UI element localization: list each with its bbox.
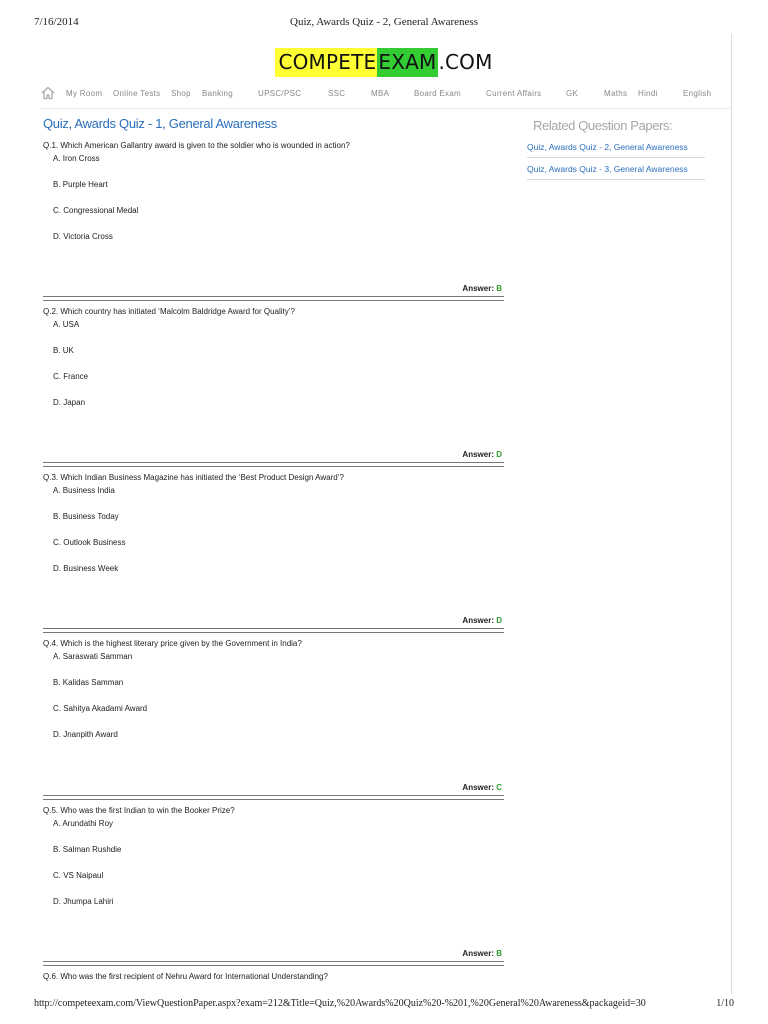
answer-option: B. UK <box>53 346 74 355</box>
answer-option: C. Congressional Medal <box>53 206 139 215</box>
answer-option: A. USA <box>53 320 80 329</box>
answer-label: Answer: <box>462 450 494 459</box>
nav-mba[interactable]: MBA <box>371 89 390 98</box>
question-block <box>43 806 504 964</box>
answer-value: D <box>496 450 502 459</box>
page-title: Quiz, Awards Quiz - 1, General Awareness <box>43 116 277 131</box>
answer-option: B. Purple Heart <box>53 180 108 189</box>
question-block <box>43 639 504 797</box>
question-block <box>43 473 504 629</box>
question-separator <box>43 296 504 301</box>
question-text <box>43 473 504 485</box>
answer-row <box>462 450 502 459</box>
answer-option: D. Jnanpith Award <box>53 730 118 739</box>
nav-banking[interactable]: Banking <box>202 89 234 98</box>
nav-my-room[interactable]: My Room <box>66 89 103 98</box>
print-doc-title: Quiz, Awards Quiz - 2, General Awareness <box>290 16 478 28</box>
related-papers <box>527 118 705 180</box>
answer-value: C <box>496 783 502 792</box>
question-number: Q.2. <box>43 307 59 316</box>
question-text <box>43 806 504 818</box>
question-body: Which country has initiated ‘Malcolm Baldridge Award for Quality’? <box>60 307 295 316</box>
nav-gk[interactable]: GK <box>566 89 579 98</box>
answer-option: A. Saraswati Samman <box>53 652 133 661</box>
answer-label: Answer: <box>462 949 494 958</box>
question-separator <box>43 462 504 467</box>
question-block <box>43 141 504 297</box>
answer-value: B <box>496 949 502 958</box>
answer-value: B <box>496 284 502 293</box>
answer-label: Answer: <box>462 783 494 792</box>
question-text <box>43 307 504 319</box>
nav-ssc[interactable]: SSC <box>328 89 346 98</box>
answer-label: Answer: <box>462 616 494 625</box>
print-url: http://competeexam.com/ViewQuestionPaper.aspx?exam=212&Title=Quiz,%20Awards%20Quiz%20-%201,%20General%20Awareness&packageid=30 <box>34 998 646 1009</box>
answer-value: D <box>496 616 502 625</box>
nav-board-exam[interactable]: Board Exam <box>414 89 462 98</box>
related-link[interactable]: Quiz, Awards Quiz - 2, General Awareness <box>527 136 705 158</box>
answer-option: D. Jhumpa Lahiri <box>53 897 114 906</box>
nav-divider <box>40 108 730 109</box>
logo-part-exam: EXAM <box>377 48 438 77</box>
logo-part-com: .COM <box>438 50 493 74</box>
print-date: 7/16/2014 <box>34 16 79 28</box>
answer-row <box>462 949 502 958</box>
answer-option: D. Business Week <box>53 564 119 573</box>
answer-option: C. Outlook Business <box>53 538 126 547</box>
answer-option: B. Salman Rushdie <box>53 845 122 854</box>
home-icon[interactable] <box>41 86 55 100</box>
nav-current-affairs[interactable]: Current Affairs <box>486 89 542 98</box>
answer-label: Answer: <box>462 284 494 293</box>
answer-row <box>462 783 502 792</box>
answer-option: B. Kalidas Samman <box>53 678 124 687</box>
question-separator <box>43 795 504 800</box>
answer-row <box>462 284 502 293</box>
nav-maths[interactable]: Maths <box>604 89 628 98</box>
question-text <box>43 972 504 984</box>
answer-option: C. France <box>53 372 89 381</box>
question-body: Which Indian Business Magazine has initiated the ‘Best Product Design Award’? <box>60 473 344 482</box>
answer-option: A. Business India <box>53 486 115 495</box>
nav-hindi[interactable]: Hindi <box>638 89 658 98</box>
answer-option: A. Iron Cross <box>53 154 100 163</box>
question-text <box>43 141 504 153</box>
question-number: Q.4. <box>43 639 59 648</box>
question-number: Q.5. <box>43 806 59 815</box>
related-heading: Related Question Papers: <box>533 118 673 133</box>
question-block <box>43 972 504 986</box>
print-header <box>34 16 734 30</box>
question-body: Which is the highest literary price given by the Government in India? <box>60 639 302 648</box>
question-body: Who was the first Indian to win the Booker Prize? <box>60 806 235 815</box>
question-number: Q.1. <box>43 141 59 150</box>
nav-upsc-psc[interactable]: UPSC/PSC <box>258 89 302 98</box>
question-text <box>43 639 504 651</box>
page-right-border <box>731 34 732 994</box>
answer-option: A. Arundathi Roy <box>53 819 114 828</box>
question-body: Who was the first recipient of Nehru Award for International Understanding? <box>60 972 328 981</box>
answer-option: C. VS Naipaul <box>53 871 104 880</box>
answer-option: B. Business Today <box>53 512 119 521</box>
answer-option: C. Sahitya Akadami Award <box>53 704 148 713</box>
print-footer <box>34 998 734 1012</box>
related-link[interactable]: Quiz, Awards Quiz - 3, General Awareness <box>527 158 705 180</box>
page-number: 1/10 <box>716 998 734 1009</box>
logo-part-compete: COMPETE <box>275 48 377 77</box>
question-separator <box>43 961 504 966</box>
question-separator <box>43 628 504 633</box>
question-body: Which American Gallantry award is given to the soldier who is wounded in action? <box>60 141 350 150</box>
answer-option: D. Victoria Cross <box>53 232 113 241</box>
nav-english[interactable]: English <box>683 89 712 98</box>
answer-option: D. Japan <box>53 398 86 407</box>
question-block <box>43 307 504 463</box>
answer-row <box>462 616 502 625</box>
nav-online-tests[interactable]: Online Tests <box>113 89 161 98</box>
question-number: Q.6. <box>43 972 59 981</box>
nav-shop[interactable]: Shop <box>171 89 191 98</box>
main-nav <box>40 86 730 104</box>
site-logo[interactable] <box>0 50 768 74</box>
question-number: Q.3. <box>43 473 59 482</box>
